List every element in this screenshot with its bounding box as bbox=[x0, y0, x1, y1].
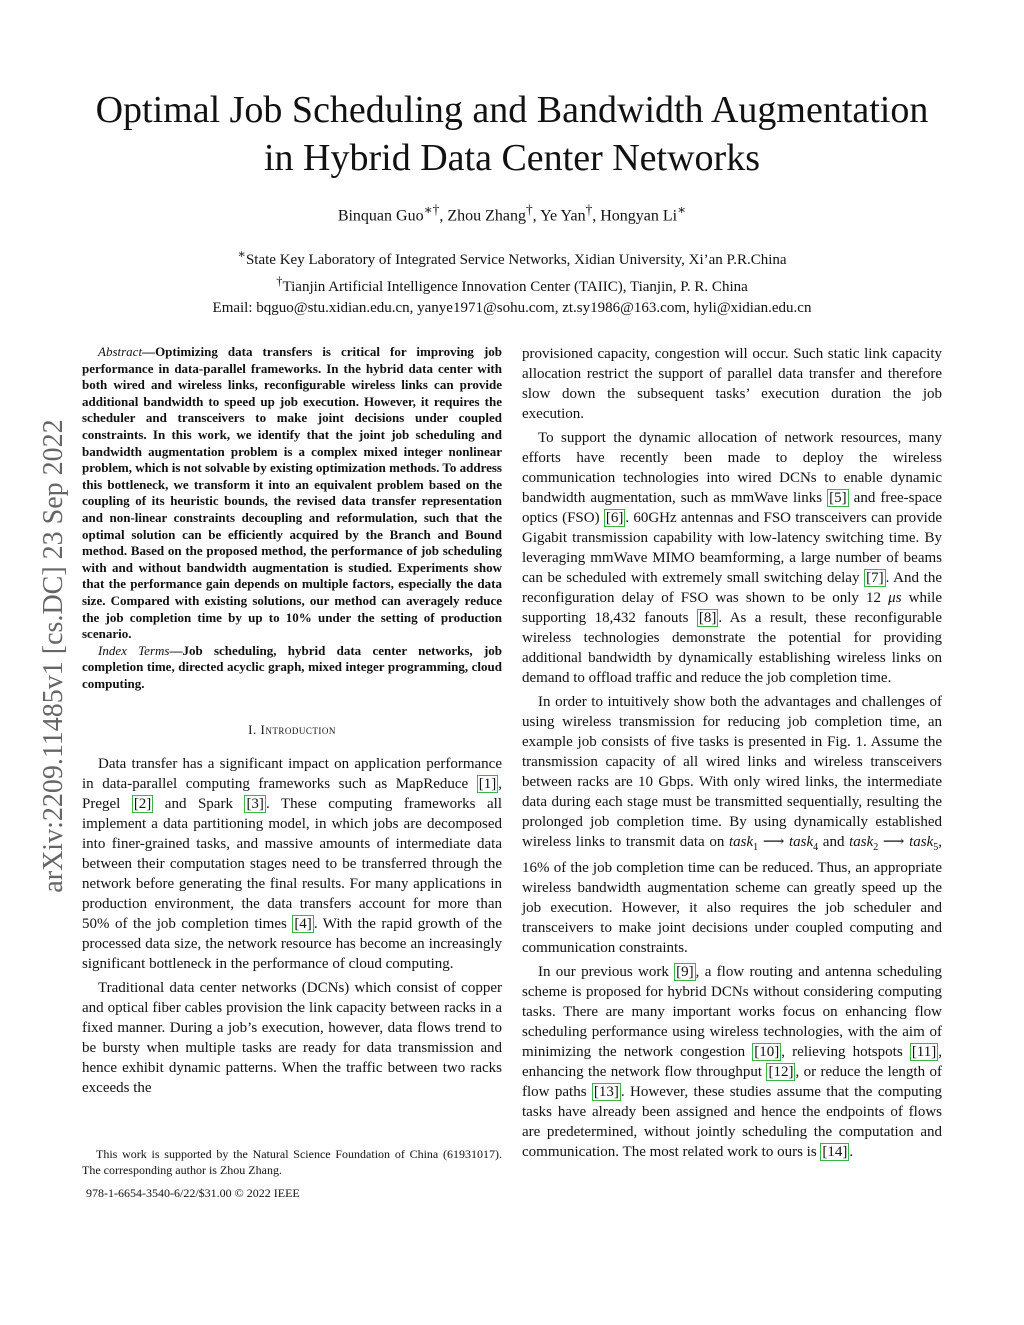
section-numeral: I. bbox=[248, 722, 257, 738]
citation-link[interactable]: [8] bbox=[698, 610, 717, 626]
right-paragraph-3 bbox=[522, 962, 942, 1162]
citation-link[interactable]: [12] bbox=[768, 1064, 794, 1080]
math-task: task bbox=[909, 834, 934, 850]
text-run: In our previous work bbox=[538, 964, 675, 980]
affiliation-2: Tianjin Artificial Intelligence Innovation Center (TAIIC), Tianjin, P. R. China bbox=[282, 279, 748, 295]
math-task: task bbox=[849, 834, 874, 850]
text-run: . These computing frameworks all implement a data partitioning model, in which jobs are decomposed into finer-grained tasks, and massive amounts of intermediate data between their computation stages need to be transferred through the network before generating the final results. For many applications in production environment, the data transfers account for more than 50% of the job completion times bbox=[82, 796, 502, 933]
math-task: task bbox=[788, 834, 814, 850]
author-mark: † bbox=[585, 202, 593, 217]
text-run: To support the dynamic allocation of network resources, many efforts have recently been made to deploy the wireless communication technologies into wired DCNs to enable dynamic bandwidth augmentation, such as mmWave links bbox=[522, 430, 942, 506]
text-run: , or reduce the length of flow paths bbox=[522, 1064, 942, 1100]
text-run: and free-space optics (FSO) bbox=[522, 490, 942, 526]
text-run: In order to intuitively show both the advantages and challenges of using wireless transmission for reducing job completion time, an example job consists of five tasks is presented in Fig. 1. Assume the transmission capacity of all wired links and wireless transceivers between racks are 10 Gbps. With only wired links, the intermediate data during each stage must be transmitted sequentially, resulting the prolonged job completion time. By using dynamically established wireless links to transmit data on bbox=[522, 694, 942, 850]
math-sub: 2 bbox=[873, 842, 879, 853]
intro-paragraph-1 bbox=[82, 754, 502, 974]
citation-link[interactable]: [3] bbox=[246, 796, 264, 813]
arxiv-watermark: arXiv:2209.11485v1 [cs.DC] 23 Sep 2022 bbox=[38, 419, 69, 893]
author-name: Ye Yan bbox=[540, 207, 586, 225]
text-run: , 16% of the job completion time can be reduced. Thus, an appropriate wireless bandwidth augmentation scheme can greatly speed up the job execution. However, it also requires the job scheduler and transceivers to make joint decisions under coupled computing and communication constraints. bbox=[522, 834, 942, 956]
right-paragraph-2 bbox=[522, 692, 942, 958]
affiliations bbox=[80, 244, 944, 319]
abstract-lead: Abstract bbox=[98, 344, 143, 359]
citation-link[interactable]: [11] bbox=[911, 1044, 937, 1060]
citation-link[interactable]: [14] bbox=[822, 1144, 848, 1160]
citation-link[interactable]: [4] bbox=[294, 916, 312, 933]
affiliation-1: State Key Laboratory of Integrated Service Networks, Xidian University, Xi’an P.R.China bbox=[245, 252, 787, 268]
unit-mu-s: μs bbox=[888, 590, 902, 606]
author-name: Zhou Zhang bbox=[447, 207, 526, 225]
math-task: task bbox=[729, 834, 754, 850]
affil-mark: † bbox=[276, 274, 283, 288]
text-run: and Spark bbox=[153, 796, 245, 813]
citation-link[interactable]: [1] bbox=[478, 776, 497, 793]
author-mark: ∗† bbox=[423, 202, 440, 217]
text-run: . However, these studies assume that the computing tasks have already been assigned and hence the endpoints of flows are predetermined, without jointly scheduling the computation and communication. The most related work to ours is bbox=[522, 1084, 942, 1160]
section-heading bbox=[82, 720, 502, 740]
index-terms-lead: Index Terms bbox=[98, 642, 170, 658]
citation-link[interactable]: [6] bbox=[605, 510, 624, 526]
right-column bbox=[522, 344, 942, 1162]
author-list: Binquan Guo∗†, Zhou Zhang†, Ye Yan†, Hongyan Li∗ bbox=[337, 202, 687, 225]
math-arrow: ⟶ bbox=[758, 834, 789, 850]
text-run: Data transfer has a significant impact on application performance in data-parallel computing frameworks such as MapReduce bbox=[82, 756, 502, 793]
citation-link[interactable]: [7] bbox=[866, 570, 884, 586]
author-name: Binquan Guo bbox=[337, 207, 424, 225]
right-paragraph-1 bbox=[522, 428, 942, 688]
text-run: , Pregel bbox=[82, 776, 502, 813]
paper-title: Optimal Job Scheduling and Bandwidth Augmentation in Hybrid Data Center Networks bbox=[95, 89, 929, 179]
text-run: while supporting 18,432 fanouts bbox=[522, 590, 942, 626]
left-column bbox=[82, 344, 502, 1098]
citation-link[interactable]: [5] bbox=[829, 490, 847, 506]
citation-link[interactable]: [2] bbox=[133, 796, 152, 813]
citation-link[interactable]: [10] bbox=[754, 1044, 780, 1060]
section-title: Introduction bbox=[260, 722, 336, 738]
author-mark: ∗ bbox=[677, 202, 687, 217]
author-name: Hongyan Li bbox=[600, 207, 678, 225]
funding-note: This work is supported by the Natural Science Foundation of China (61931017). The corresponding author is Zhou Zhang. bbox=[82, 1147, 502, 1177]
copyright-line: 978-1-6654-3540-6/22/$31.00 © 2022 IEEE bbox=[86, 1186, 300, 1200]
math-sub: 1 bbox=[753, 842, 759, 853]
right-paragraph-0: provisioned capacity, congestion will occur. Such static link capacity allocation restrict the support of parallel data transfer and therefore slow down the subsequent tasks’ execution duration the job execution. bbox=[522, 346, 942, 422]
text-run: , enhancing the network flow throughput bbox=[522, 1044, 942, 1080]
text-run: . With the rapid growth of the processed data size, the network resource has become an increasingly significant bottleneck in the performance of cloud computing. bbox=[82, 916, 502, 973]
index-terms-text: —Job scheduling, hybrid data center networks, job completion time, directed acyclic graph, mixed integer programming, cloud computing. bbox=[82, 642, 502, 691]
text-run: . And the reconfiguration delay of FSO was shown to be only 12 bbox=[522, 570, 942, 606]
abstract bbox=[82, 344, 502, 643]
footnote bbox=[82, 1146, 502, 1178]
citation-link[interactable]: [13] bbox=[593, 1084, 619, 1100]
citation-link[interactable]: [9] bbox=[676, 964, 694, 980]
abstract-text: —Optimizing data transfers is critical for improving job performance in data-parallel frameworks. In the hybrid data center with both wired and wireless links, reconfigurable wireless links can provide additional bandwidth to speed up job execution. However, it requires the scheduler and transceivers to make joint decisions under coupled constraints. In this work, we identify that the joint job scheduling and bandwidth augmentation problem is a complex mixed integer nonlinear problem, which is not solvable by existing optimization methods. To address this bottleneck, we transform it into an equivalent problem based on the coupling of its heuristic bounds, the revised data transfer representation and non-linear constraints decoupling and reformulation, such that the optimal solution can be efficiently acquired by the Branch and Bound method. Based on the proposed method, the performance of job scheduling with and without bandwidth augmentation is studied. Experiments show that the performance gain depends on multiple factors, especially the data size. Compared with existing solutions, our method can averagely reduce the job completion time by up to 10% under the setting of production scenario. bbox=[82, 344, 502, 642]
text-run: . 60GHz antennas and FSO transceivers can provide Gigabit transmission capability with low-latency switching time. By leveraging mmWave MIMO beamforming, a large number of beams can be scheduled with extremely small switching delay bbox=[522, 510, 942, 586]
index-terms bbox=[82, 643, 502, 693]
text-run: and bbox=[818, 834, 850, 850]
author-mark: † bbox=[525, 202, 533, 217]
text-run: . bbox=[849, 1144, 854, 1160]
text-run: . As a result, these reconfigurable wireless technologies demonstrate the potential for providing additional bandwidth by dynamically establishing wireless links on demand to offload traffic and reduce the job completion time. bbox=[522, 610, 942, 686]
math-sub: 4 bbox=[813, 842, 819, 853]
math-sub: 5 bbox=[933, 842, 939, 853]
text-run: , relieving hotspots bbox=[781, 1044, 910, 1060]
email-line: Email: bqguo@stu.xidian.edu.cn, yanye1971@sohu.com, zt.sy1986@163.com, hyli@xidian.edu.cn bbox=[212, 300, 812, 316]
affil-mark: ∗ bbox=[237, 247, 246, 261]
math-arrow: ⟶ bbox=[878, 834, 910, 850]
intro-paragraph-2: Traditional data center networks (DCNs) which consist of copper and optical fiber cables provision the link capacity between racks in a fixed manner. During a job’s execution, however, data flows trend to be bursty when multiple tasks are ready for data transmission and hence exhibit dynamic patterns. When the traffic between two racks exceeds the bbox=[82, 980, 502, 1097]
text-run: , a flow routing and antenna scheduling scheme is proposed for hybrid DCNs without considering computing tasks. There are many important works focus on enhancing flow scheduling performance using wireless technologies, with the aim of minimizing the network congestion bbox=[522, 964, 942, 1060]
